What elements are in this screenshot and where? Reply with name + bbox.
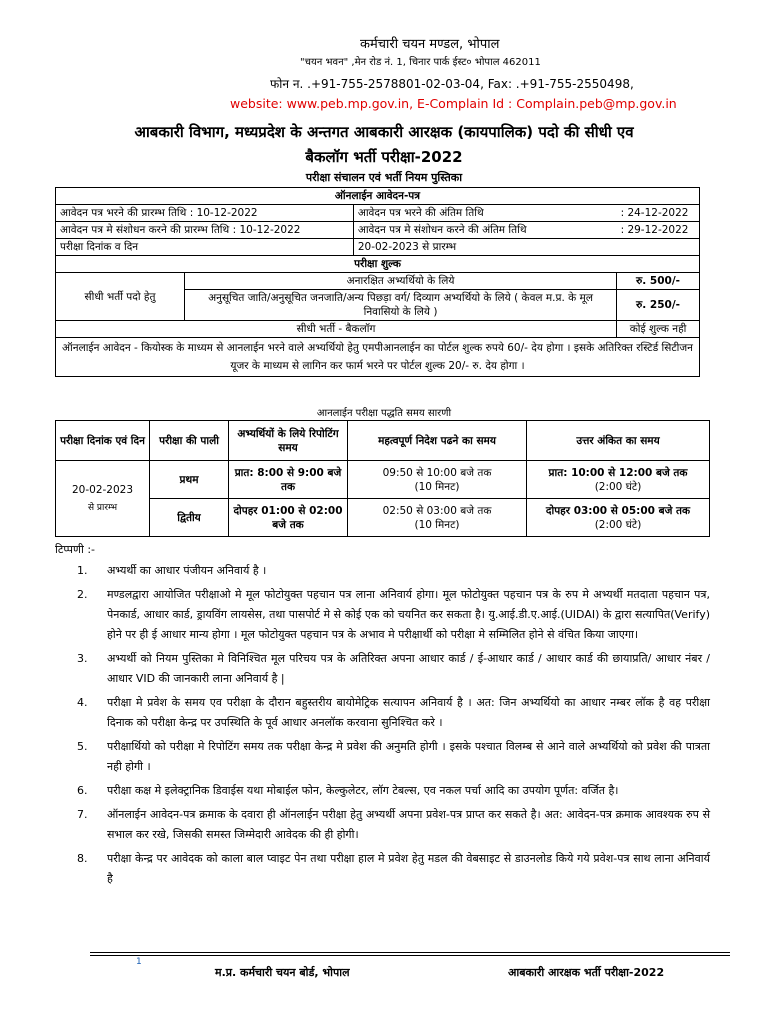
- org-address: "चयन भवन" ,मेन रोड नं. 1, चिनार पार्क ईस्ट० भोपाल 462011: [300, 57, 541, 68]
- col-read: महत्वपूर्ण निदेश पढने का समय: [348, 421, 527, 461]
- doc-title-line2: बैकलॉग भर्ती परीक्षा-2022: [305, 148, 463, 166]
- note-number: 2.: [77, 588, 88, 601]
- schedule-title: आनलाईन परीक्षा पद्धति समय सारणी: [316, 408, 452, 419]
- exam-schedule-table: [55, 420, 710, 537]
- note-number: 4.: [77, 696, 88, 709]
- note-number: 8.: [77, 852, 88, 865]
- col-report: अभ्यर्थियों के लिये रिपोटिंग समय: [229, 421, 348, 461]
- shift-1-answer: [527, 461, 710, 499]
- note-text: परीक्षा केन्द्र पर आवेदक को काला बाल प्वाइट पेन तथा परीक्षा हाल मे प्रवेश हेतु मडल की वेबसाइट से डाउनलोड किये गये प्रवेश-पत्र साथ लाना अनिवार्य है: [107, 852, 710, 885]
- unreserved-fee: रु. 500/-: [617, 273, 700, 290]
- apply-end-value: : 24-12-2022: [617, 205, 700, 222]
- exam-date-sub: से प्रारम्भ: [87, 503, 118, 513]
- page-number: 1: [136, 957, 142, 967]
- note-text: अभ्यर्थी को नियम पुस्तिका मे विनिश्चित मूल परिचय पत्र के अतिरिक्त अपना आधार कार्ड / ई-आधार कार्ड / आधार कार्ड की छायाप्रति/ आधार नंबर / आधार VID की जानकारी लाना अनिवार्य है |: [107, 652, 710, 685]
- shift-1-answer-duration: (2:00 घंटे): [594, 480, 642, 493]
- note-text: अभ्यर्थी का आधार पंजीयन अनिवार्य है ।: [107, 564, 267, 577]
- edit-end-value: : 29-12-2022: [617, 222, 700, 239]
- backlog-label: सीधी भर्ती - बैकलॉग: [56, 321, 617, 338]
- doc-title-line1: आबकारी विभाग, मध्यप्रदेश के अन्तगत आबकारी आरक्षक (कायपालिक) पदो की सीधी एव: [134, 123, 634, 141]
- shift-2-report: दोपहर 01:00 से 02:00 बजे तक: [229, 499, 348, 537]
- note-text: परीक्षार्थियो को परीक्षा मे रिपोटिंग समय तक परीक्षा केन्द्र मे प्रवेश की अनुमति होगी । इसके पश्चात विलम्ब से आने वाले अभ्यर्थियो को प्रवेश की पात्रता नही होगी ।: [107, 740, 710, 773]
- note-item: [55, 781, 710, 801]
- shift-1: प्रथम: [150, 461, 229, 499]
- note-text: मण्डलद्वारा आयोजित परीक्षाओ मे मूल फोटोयुक्त पहचान पत्र लाना अनिवार्य होगा। मूल फोटोयुक्त पहचान पत्र के रुप मे अभ्यर्थी मतदाता पहचान पत्र, पेनकार्ड, आधार कार्ड, ड्रायविंग लायसेस, तथा पासपोर्ट मे से कोई एक को चयनित कर सकता है। यु.आई.डी.ए.आई.(UIDAI) के द्वारा सत्यापित(Verify) होने पर ही ई आधार मान्य होगा । मूल फोटोयुक्त पहचान पत्र के अभाव मे परीक्षार्थी को परीक्षा मे सम्मिलित होने से वंचित किया जाएगा।: [107, 588, 710, 641]
- note-number: 1.: [77, 564, 88, 577]
- reserved-fee: रु. 250/-: [617, 290, 700, 321]
- shift-1-read: [348, 461, 527, 499]
- footer-divider: [90, 952, 730, 953]
- apply-start: आवेदन पत्र भरने की प्रारम्भ तिथि : 10-12-2022: [56, 205, 354, 222]
- shift-1-answer-time: प्रात: 10:00 से 12:00 बजे तक: [548, 466, 688, 479]
- footer-right: आबकारी आरक्षक भर्ती परीक्षा-2022: [508, 966, 665, 979]
- note-number: 6.: [77, 784, 88, 797]
- note-item: [55, 561, 710, 581]
- footer-left: म.प्र. कर्मचारी चयन बोर्ड, भोपाल: [215, 966, 350, 979]
- note-number: 7.: [77, 808, 88, 821]
- note-text: परीक्षा कक्ष मे इलेक्ट्रानिक डिवाईस यथा मोबाईल फोन, केल्कुलेटर, लॉग टेबल्स, एव नकल पर्चा आदि का उपयोग पूर्णत: वर्जित है।: [107, 784, 619, 797]
- backlog-fee: कोई शुल्क नही: [617, 321, 700, 338]
- notes-heading: टिप्पणी :-: [55, 543, 96, 556]
- shift-2-answer: [527, 499, 710, 537]
- org-website[interactable]: website: www.peb.mp.gov.in, E-Complain Id : Complain.peb@mp.gov.in: [230, 96, 677, 111]
- reserved-label: अनुसूचित जाति/अनुसूचित जनजाति/अन्य पिछड़ा वर्ग/ दिव्याग अभ्यर्थियो के लिये ( केवल म.प्र. के मूल निवासियो के लिये ): [185, 290, 617, 321]
- note-item: [55, 805, 710, 845]
- note-item: [55, 649, 710, 689]
- org-name: कर्मचारी चयन मण्डल, भोपाल: [360, 37, 500, 52]
- exam-date: 20-02-2023: [71, 484, 134, 496]
- fee-head: परीक्षा शुल्क: [56, 256, 700, 273]
- edit-start: आवेदन पत्र मे संशोधन करने की प्रारम्भ तिथि : 10-12-2022: [56, 222, 354, 239]
- edit-end-label: आवेदन पत्र मे संशोधन करने की अंतिम तिथि: [353, 222, 616, 239]
- shift-2-answer-duration: (2:00 घंटे): [594, 518, 642, 531]
- shift-2-read-time: 02:50 से 03:00 बजे तक: [382, 504, 492, 517]
- kiosk-note: ऑनलाईन आवेदन - कियोस्क के माध्यम से आनलाईन भरने वाले अभ्यर्थियो हेतु एमपीआनलाईन का पोर्टल शुल्क रुपये 60/- देय होगा । इसके अतिरिक्त रस्टिर्ड सिटीजन यूजर के माध्यम से लागिन कर फार्म भरने पर पोर्टल शुल्क 20/- रु. देय होगा ।: [56, 338, 700, 377]
- shift-2-read: [348, 499, 527, 537]
- note-text: ऑनलाईन आवेदन-पत्र क्रमाक के दवारा ही ऑनलाईन परीक्षा हेतु अभ्यर्थी अपना प्रवेश-पत्र प्राप्त कर सकते है। अत: आवेदन-पत्र क्रमाक आवश्यक रुप से सभाल कर रखे, जिसकी समस्त जिम्मेदारी आवेदक की ही होगी।: [107, 808, 710, 841]
- exam-date-label: परीक्षा दिनांक व दिन: [56, 239, 354, 256]
- shift-1-report: प्रात: 8:00 से 9:00 बजे तक: [229, 461, 348, 499]
- online-application-head: ऑनलाईन आवेदन-पत्र: [56, 188, 700, 205]
- col-answer: उत्तर अंकित का समय: [527, 421, 710, 461]
- apply-end-label: आवेदन पत्र भरने की अंतिम तिथि: [353, 205, 616, 222]
- shift-2-read-duration: (10 मिनट): [414, 518, 460, 531]
- note-item: [55, 585, 710, 645]
- note-item: [55, 849, 710, 889]
- notes-section: [55, 542, 710, 889]
- note-item: [55, 693, 710, 733]
- application-fee-table: [55, 187, 700, 377]
- col-shift: परीक्षा की पाली: [150, 421, 229, 461]
- unreserved-label: अनारक्षित अभ्यर्थियो के लिये: [185, 273, 617, 290]
- direct-recruitment-label: सीधी भर्ती पदो हेतु: [56, 273, 185, 321]
- exam-date-value: 20-02-2023 से प्रारम्भ: [353, 239, 699, 256]
- footer-divider: [90, 955, 730, 956]
- doc-subtitle: परीक्षा संचालन एवं भर्ती नियम पुस्तिका: [305, 171, 463, 184]
- shift-2: द्वितीय: [150, 499, 229, 537]
- col-date: परीक्षा दिनांक एवं दिन: [56, 421, 150, 461]
- shift-1-read-time: 09:50 से 10:00 बजे तक: [382, 466, 492, 479]
- note-number: 5.: [77, 740, 88, 753]
- org-phone: फोन न. .+91-755-2578801-02-03-04, Fax: .+91-755-2550498,: [270, 77, 634, 91]
- note-number: 3.: [77, 652, 88, 665]
- note-text: परीक्षा मे प्रवेश के समय एव परीक्षा के दौरान बहुस्तरीय बायोमेट्रिक सत्यापन अनिवार्य है । अत: जिन अभ्यर्थियो का आधार नम्बर लॉक है वह परीक्षा दिनाक को परीक्षा केन्द्र पर उपस्थिति के पूर्व आधार अनलॉक करवाना सुनिश्चित करे ।: [107, 696, 710, 729]
- shift-1-read-duration: (10 मिनट): [414, 480, 460, 493]
- shift-2-answer-time: दोपहर 03:00 से 05:00 बजे तक: [545, 504, 691, 517]
- exam-date-cell: [56, 461, 150, 537]
- note-item: [55, 737, 710, 777]
